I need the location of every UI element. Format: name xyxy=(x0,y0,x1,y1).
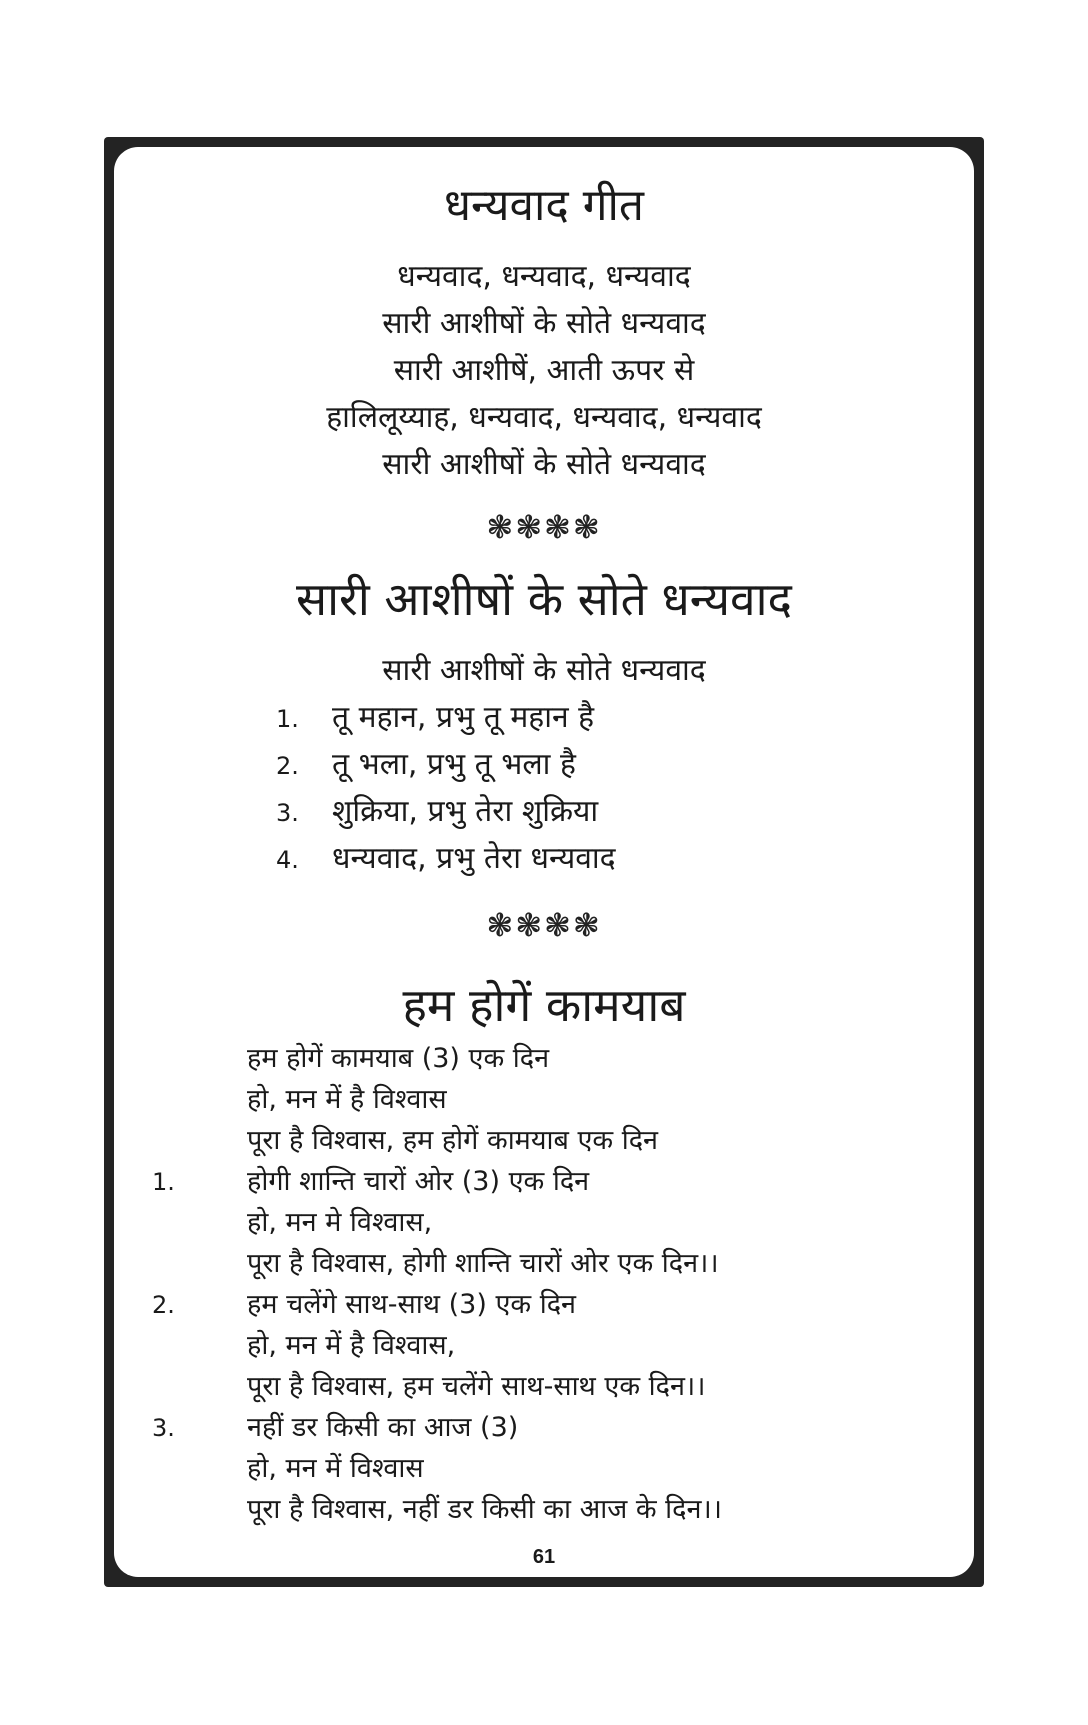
page-frame xyxy=(104,137,984,1587)
song3-chorus-line-2: हो, मन में है विश्वास xyxy=(247,1084,447,1115)
song3-verse-3-line-2: हो, मन में विश्वास xyxy=(247,1453,424,1484)
song3-verse-1-line-3: पूरा है विश्वास, होगी शान्ति चारों ओर एक दिन।। xyxy=(247,1248,719,1279)
song1-line-1: धन्यवाद, धन्यवाद, धन्यवाद xyxy=(397,259,691,294)
song3-chorus-line-1: हम होगें कामयाब (3) एक दिन xyxy=(247,1043,550,1074)
song2-item-2-number: 2. xyxy=(276,752,299,780)
song3-verse-1-number: 1. xyxy=(152,1168,175,1196)
ornament-divider-2: ❃❃❃❃ xyxy=(486,906,602,944)
page-number: 61 xyxy=(532,1546,556,1568)
song2-item-3-text: शुक्रिया, प्रभु तेरा शुक्रिया xyxy=(332,794,599,829)
song3-verse-1-line-2: हो, मन मे विश्वास, xyxy=(247,1207,433,1238)
song2-item-4-text: धन्यवाद, प्रभु तेरा धन्यवाद xyxy=(332,841,616,876)
song1-line-3: सारी आशीषें, आती ऊपर से xyxy=(393,353,695,388)
song3-verse-2-line-1: हम चलेंगे साथ-साथ (3) एक दिन xyxy=(247,1289,577,1320)
song3-verse-2-line-3: पूरा है विश्वास, हम चलेंगे साथ-साथ एक दिन।। xyxy=(247,1371,706,1402)
song1-line-2: सारी आशीषों के सोते धन्यवाद xyxy=(382,306,706,341)
song2-item-2-text: तू भला, प्रभु तू भला है xyxy=(332,747,576,782)
song2-title: सारी आशीषों के सोते धन्यवाद xyxy=(296,572,792,626)
song2-item-3-number: 3. xyxy=(276,799,299,827)
song3-chorus-line-3: पूरा है विश्वास, हम होगें कामयाब एक दिन xyxy=(247,1125,659,1156)
song3-verse-3-line-1: नहीं डर किसी का आज (3) xyxy=(247,1412,519,1443)
song3-verse-1-line-1: होगी शान्ति चारों ओर (3) एक दिन xyxy=(247,1166,590,1197)
song3-title: हम होगें कामयाब xyxy=(402,978,686,1032)
song1-line-4: हालिलूय्याह, धन्यवाद, धन्यवाद, धन्यवाद xyxy=(326,400,762,435)
song1-title: धन्यवाद गीत xyxy=(443,180,645,231)
song2-item-4-number: 4. xyxy=(276,846,299,874)
song2-item-1-text: तू महान, प्रभु तू महान है xyxy=(332,700,595,735)
song1-line-5: सारी आशीषों के सोते धन्यवाद xyxy=(382,447,706,482)
content-card xyxy=(114,147,974,1577)
song3-verse-2-line-2: हो, मन में है विश्वास, xyxy=(247,1330,456,1361)
song3-verse-3-number: 3. xyxy=(152,1414,175,1442)
song3-verse-3-line-3: पूरा है विश्वास, नहीं डर किसी का आज के दिन।। xyxy=(247,1494,722,1525)
song2-item-1-number: 1. xyxy=(276,705,299,733)
song3-verse-2-number: 2. xyxy=(152,1291,175,1319)
song2-intro: सारी आशीषों के सोते धन्यवाद xyxy=(382,653,706,688)
ornament-divider-1: ❃❃❃❃ xyxy=(486,508,602,546)
